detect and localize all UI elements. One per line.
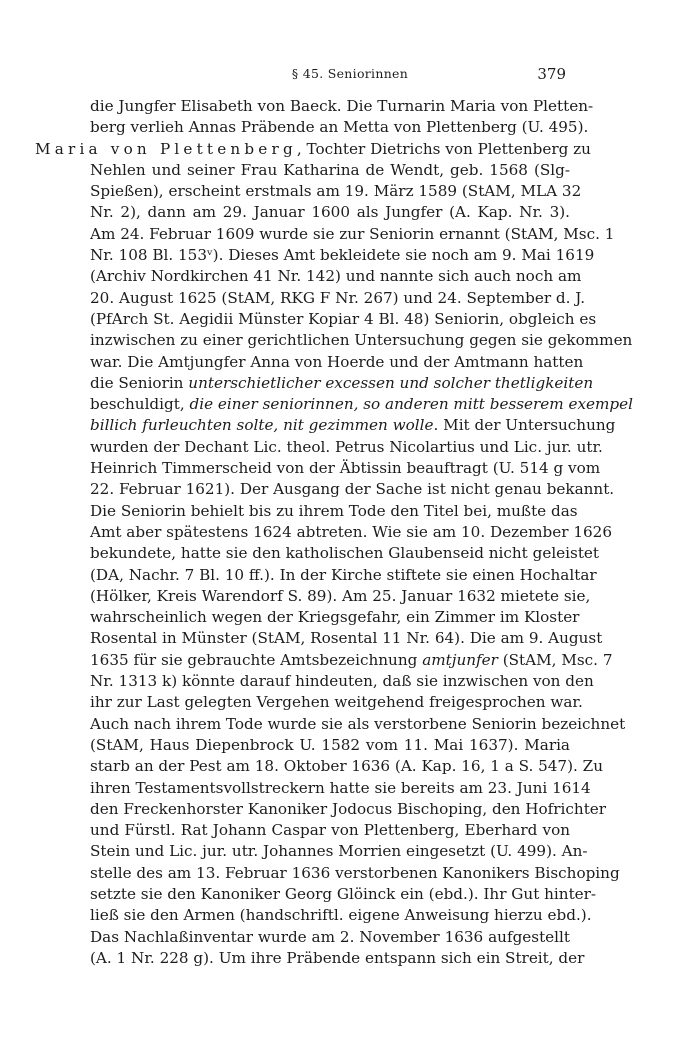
text-segment: (A. 1 Nr. 228 g). Um ihre Präbende entspann sich ein Streit, der (90, 948, 585, 967)
text-segment: ihr zur Last gelegten Vergehen weitgehend freigesprochen war. (90, 693, 583, 712)
text-line (90, 224, 615, 245)
text-line (90, 543, 600, 564)
text-line (90, 884, 597, 905)
text-segment: den Freckenhorster Kanoniker Jodocus Bischoping, den Hofrichter (90, 799, 607, 818)
text-segment: (DA, Nachr. 7 Bl. 10 ff.). In der Kirche stiftete sie einen Hochaltar (90, 565, 597, 584)
text-line (90, 117, 589, 138)
text-segment: wahrscheinlich wegen der Kriegsgefahr, ein Zimmer im Kloster (90, 608, 580, 627)
text-segment: Nr. 1313 k) könnte darauf hindeuten, daß sie inzwischen von den (90, 672, 594, 691)
text-segment: Spießen), erscheint erstmals am 19. März 1589 (StAM, MLA 32 (90, 182, 582, 201)
text-line (90, 288, 586, 309)
text-segment: ihren Testamentsvollstreckern hatte sie bereits am 23. Juni 1614 (90, 778, 591, 797)
text-line (35, 139, 591, 160)
text-line (90, 437, 603, 458)
text-line (90, 778, 591, 799)
text-segment: Nr. 2), dann am 29. Januar 1600 als Jungfer (A. Kap. Nr. 3). (90, 203, 570, 222)
text-segment: (Archiv Nordkirchen 41 Nr. 142) und nannte sich auch noch am (90, 267, 582, 286)
page-number: 379 (537, 65, 566, 83)
text-segment: 22. Februar 1621). Der Ausgang der Sache ist nicht genau bekannt. (90, 480, 615, 499)
text-line (90, 160, 570, 181)
quoted-text: unterschietlicher excessen und solcher thetligkeiten (188, 373, 594, 392)
text-line (90, 330, 633, 351)
text-line (90, 181, 582, 202)
page-header (0, 66, 700, 86)
entry-name: Maria von Plettenberg (35, 139, 297, 158)
text-line (90, 799, 607, 820)
text-segment: die Jungfer Elisabeth von Baeck. Die Turnarin Maria von Pletten- (90, 97, 594, 115)
text-segment: (StAM, Haus Diepenbrock U. 1582 vom 11. Mai 1637). Maria (90, 735, 570, 754)
text-line (90, 415, 616, 436)
text-segment: setzte sie den Kanoniker Georg Glöinck ein (ebd.). Ihr Gut hinter- (90, 884, 597, 903)
text-segment: 1635 für sie gebrauchte Amtsbezeichnung (90, 650, 423, 669)
text-line (90, 565, 597, 586)
text-segment: bekundete, hatte sie den katholischen Glaubenseid nicht geleistet (90, 544, 600, 563)
text-line (90, 501, 578, 522)
text-segment: (PfArch St. Aegidii Münster Kopiar 4 Bl. 48) Seniorin, obgleich es (90, 309, 597, 328)
text-segment: Die Seniorin behielt bis zu ihrem Tode den Titel bei, mußte das (90, 501, 578, 520)
text-line (90, 671, 594, 692)
text-segment: Das Nachlaßinventar wurde am 2. November 1636 aufgestellt (90, 927, 570, 946)
text-segment: beschuldigt, (90, 395, 190, 414)
text-segment: . Mit der Untersuchung (433, 416, 616, 435)
text-line (90, 479, 615, 500)
quoted-text: amtjunfer (422, 650, 498, 669)
text-segment: die Seniorin (90, 373, 189, 392)
text-segment: wurden der Dechant Lic. theol. Petrus Nicolartius und Lic. jur. utr. (90, 437, 603, 456)
text-segment: Stein und Lic. jur. utr. Johannes Morrien eingesetzt (U. 499). An- (90, 842, 588, 861)
text-segment: inzwischen zu einer gerichtlichen Untersuchung gegen sie gekommen (90, 331, 633, 350)
text-line (90, 948, 585, 969)
text-segment: starb an der Pest am 18. Oktober 1636 (A. Kap. 16, 1 a S. 547). Zu (90, 757, 604, 776)
text-segment: ließ sie den Armen (handschriftl. eigene Anweisung hierzu ebd.). (90, 906, 592, 925)
text-line (90, 202, 570, 223)
text-line (90, 96, 594, 117)
text-line (90, 841, 588, 862)
text-segment: Rosental in Münster (StAM, Rosental 11 Nr. 64). Die am 9. August (90, 629, 603, 648)
text-line (90, 692, 583, 713)
text-segment: (StAM, Msc. 7 (497, 650, 613, 669)
text-line (90, 735, 570, 756)
text-segment: Heinrich Timmerscheid von der Äbtissin beauftragt (U. 514 g vom (90, 459, 601, 478)
text-segment: und Fürstl. Rat Johann Caspar von Plettenberg, Eberhard von (90, 821, 570, 840)
text-segment: , Tochter Dietrichs von Plettenberg zu (296, 139, 591, 158)
text-segment: 20. August 1625 (StAM, RKG F Nr. 267) und 24. September d. J. (90, 288, 586, 307)
body-text (35, 96, 634, 969)
text-segment: Amt aber spätestens 1624 abtreten. Wie sie am 10. Dezember 1626 (90, 522, 612, 541)
text-line (90, 522, 612, 543)
text-segment: Nehlen und seiner Frau Katharina de Wendt, geb. 1568 (Slg- (90, 160, 570, 179)
text-line (90, 714, 626, 735)
text-line (90, 458, 601, 479)
text-line (90, 394, 634, 415)
text-line (90, 905, 592, 926)
text-line (90, 650, 613, 671)
text-line (90, 863, 620, 884)
text-line (90, 352, 584, 373)
text-line (90, 820, 570, 841)
text-segment: war. Die Amtjungfer Anna von Hoerde und der Amtmann hatten (90, 352, 584, 371)
quoted-text: billich furleuchten solte, nit gezimmen wolle (90, 416, 434, 435)
text-line (90, 266, 582, 287)
text-segment: Auch nach ihrem Tode wurde sie als verstorbene Seniorin bezeichnet (90, 714, 626, 733)
text-line (90, 607, 580, 628)
text-line (90, 309, 597, 330)
quoted-text: die einer seniorinnen, so anderen mitt besserem exempel (189, 395, 634, 414)
text-line (90, 373, 594, 394)
text-line (90, 927, 570, 948)
text-segment: berg verlieh Annas Präbende an Metta von Plettenberg (U. 495). (90, 118, 589, 137)
text-line (90, 245, 595, 266)
running-head: § 45. Seniorinnen (291, 66, 409, 81)
text-segment: Am 24. Februar 1609 wurde sie zur Seniorin ernannt (StAM, Msc. 1 (90, 224, 615, 243)
text-segment: Nr. 108 Bl. 153ᵛ). Dieses Amt bekleidete sie noch am 9. Mai 1619 (90, 246, 595, 265)
text-segment: stelle des am 13. Februar 1636 verstorbenen Kanonikers Bischoping (90, 863, 620, 882)
text-segment: (Hölker, Kreis Warendorf S. 89). Am 25. Januar 1632 mietete sie, (90, 586, 591, 605)
text-line (90, 586, 591, 607)
text-line (90, 628, 603, 649)
text-line (90, 756, 604, 777)
